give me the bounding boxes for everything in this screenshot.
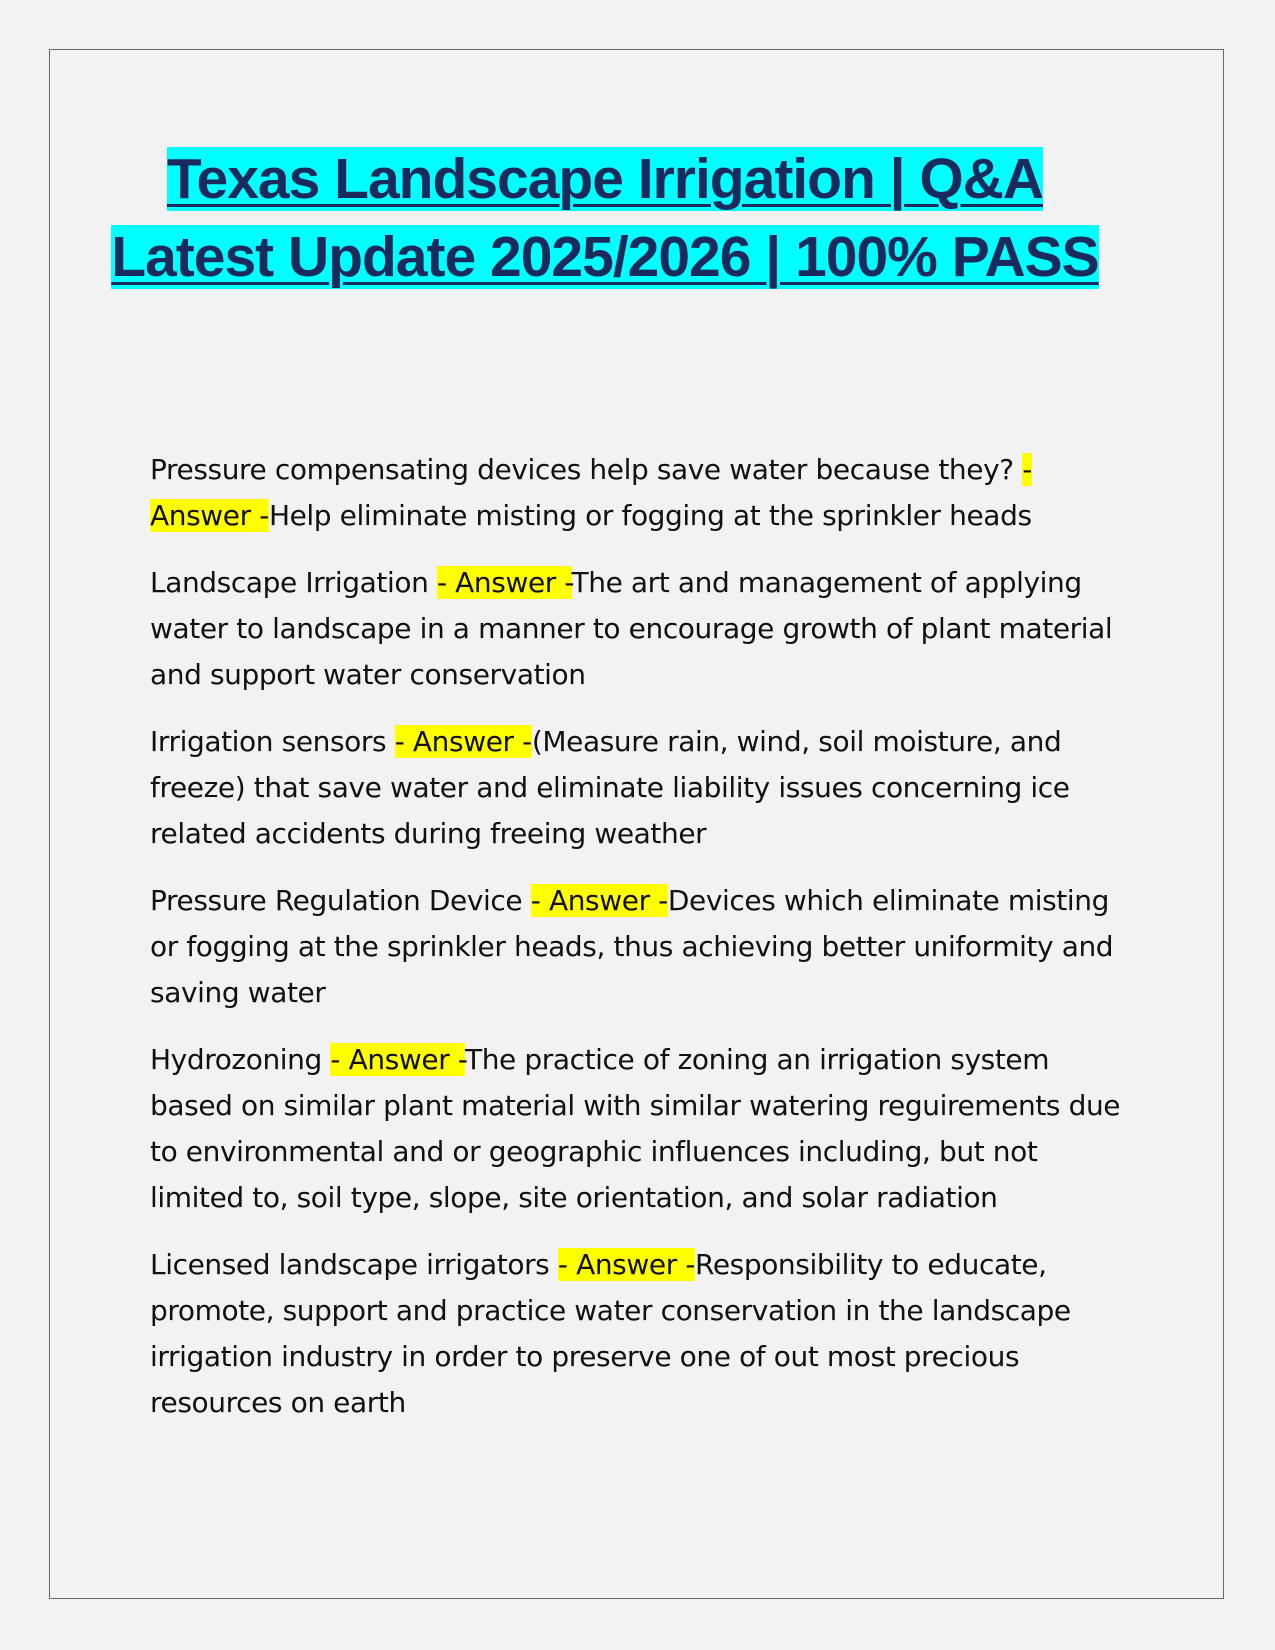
qa-question: Pressure Regulation Device <box>150 884 531 917</box>
qa-answer: The art and management of applying water to landscape in a manner to encourage growth of plant material and support water conservation <box>150 566 1113 691</box>
qa-item <box>150 1037 1135 1221</box>
qa-question: Hydrozoning <box>150 1043 331 1076</box>
qa-item <box>150 878 1135 1016</box>
qa-item <box>150 1242 1135 1426</box>
answer-marker: - Answer - <box>557 1248 696 1281</box>
qa-answer: The practice of zoning an irrigation system based on similar plant material with similar watering reguirements due to environmental and or geographic influences including, but not limited to, soil type, slope, site orientation, and solar radiation <box>150 1043 1121 1214</box>
qa-question: Licensed landscape irrigators <box>150 1248 558 1281</box>
qa-question: Irrigation sensors <box>150 725 395 758</box>
document-title <box>100 140 1110 296</box>
answer-marker: - Answer - <box>436 566 572 599</box>
document-title-text: Texas Landscape Irrigation | Q&A Latest Update 2025/2026 | 100% PASS <box>111 147 1099 289</box>
qa-answer: (Measure rain, wind, soil moisture, and freeze) that save water and eliminate liability issues concerning ice related accidents during freeing weather <box>150 725 1070 850</box>
qa-answer: Help eliminate misting or fogging at the sprinkler heads <box>268 499 1032 532</box>
answer-marker: - Answer - <box>394 725 532 758</box>
qa-item <box>150 719 1135 857</box>
answer-marker: - Answer - <box>330 1043 465 1076</box>
qa-question: Pressure compensating devices help save water because they? <box>150 453 1023 486</box>
answer-marker: - Answer - <box>150 453 1032 532</box>
qa-item <box>150 560 1135 698</box>
answer-marker: - Answer - <box>530 884 668 917</box>
qa-question: Landscape Irrigation <box>150 566 437 599</box>
qa-list <box>150 447 1135 1447</box>
qa-item <box>150 447 1135 539</box>
qa-answer: Devices which eliminate misting or fogging at the sprinkler heads, thus achieving better uniformity and saving water <box>150 884 1114 1009</box>
qa-answer: Responsibility to educate, promote, support and practice water conservation in the landscape irrigation industry in order to preserve one of out most precious resources on earth <box>150 1248 1071 1419</box>
